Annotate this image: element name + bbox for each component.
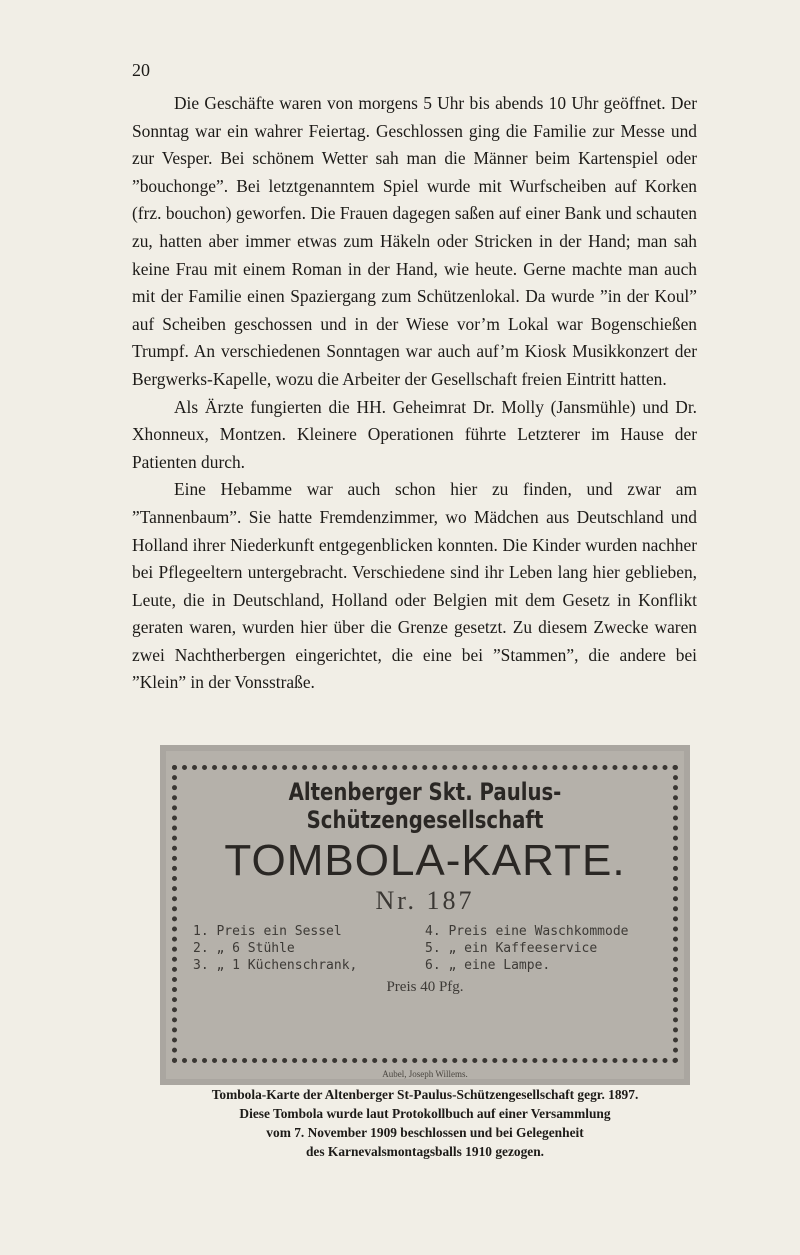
caption-line: Tombola-Karte der Altenberger St-Paulus-Schützengesellschaft gegr. 1897. xyxy=(211,1087,639,1102)
paragraph-midwife: Eine Hebamme war auch schon hier zu finden, und zwar am ”Tannenbaum”. Sie hatte Fremdenzimmer, wo Mädchen aus Deutschland und Holland ihrer Niederkunft entgegenblicken konnten. Die Kinder wurden nachher bei Pflegeeltern untergebracht. Verschiedene sind ihr Leben lang hier geblieben, Leute, die in Deutschland, Holland oder Belgien mit dem Gesetz in Konflikt geraten waren, wurden hier über die Grenze gesetzt. Zu diesem Zwecke waren zwei Nachtherbergen eingerichtet, die eine bei ”Stammen”, die andere bei ”Klein” in der Vonsstraße. xyxy=(132,479,697,693)
ticket-number: Nr. 187 xyxy=(375,886,475,915)
ticket-prize-list xyxy=(187,924,663,973)
caption-line: Diese Tombola wurde laut Protokollbuch auf einer Versammlung xyxy=(239,1106,611,1121)
prize-item: 4. Preis eine Waschkommode xyxy=(425,924,629,939)
prize-item: 1. Preis ein Sessel xyxy=(193,924,342,939)
body-text xyxy=(132,90,697,697)
page-number: 20 xyxy=(132,60,150,80)
tombola-ticket-figure xyxy=(160,745,690,1085)
ticket-title: TOMBOLA-KARTE. xyxy=(224,836,626,885)
paragraph-shops: Die Geschäfte waren von morgens 5 Uhr bis abends 10 Uhr geöffnet. Der Sonntag war ein wahrer Feiertag. Geschlossen ging die Familie zur Messe und zur Vesper. Bei schönem Wetter sah man die Männer beim Kartenspiel oder ”bouchonge”. Bei letztgenanntem Spiel wurde mit Wurfscheiben auf Korken (frz. bouchon) geworfen. Die Frauen dagegen saßen auf einer Bank und schauten zu, hatten aber immer etwas zum Häkeln oder Stricken in der Hand; man sah keine Frau mit einem Roman in der Hand, wie heute. Gerne machte man auch mit der Familie einen Spaziergang zum Schützenlokal. Da wurde ”in der Koul” auf Scheiben geschossen und in der Wiese vor’m Lokal war Bogenschießen Trumpf. An verschiedenen Sonntagen war auch auf’m Kiosk Musikkonzert der Bergwerks-Kapelle, wozu die Arbeiter der Gesellschaft freien Eintritt hatten. xyxy=(132,93,697,389)
prize-item: 3. „ 1 Küchenschrank, xyxy=(193,958,358,973)
prize-item: 6. „ eine Lampe. xyxy=(425,958,551,973)
caption-line: vom 7. November 1909 beschlossen und bei Gelegenheit xyxy=(266,1125,584,1140)
ticket-printer: Aubel, Joseph Willems. xyxy=(382,1069,468,1079)
figure-caption xyxy=(160,1085,690,1161)
prize-item: 2. „ 6 Stühle xyxy=(193,941,295,956)
prize-item: 5. „ ein Kaffeeservice xyxy=(425,941,598,956)
ticket-society-name: Altenberger Skt. Paulus-Schützengesellschaft xyxy=(288,778,562,834)
tombola-ticket xyxy=(172,765,678,1063)
ticket-price: Preis 40 Pfg. xyxy=(386,979,464,995)
caption-line: des Karnevalsmontagsballs 1910 gezogen. xyxy=(305,1144,545,1159)
paragraph-doctors: Als Ärzte fungierten die HH. Geheimrat Dr. Molly (Jansmühle) und Dr. Xhonneux, Montzen. Kleinere Operationen führte Letzterer im Hause der Patienten durch. xyxy=(132,396,697,472)
